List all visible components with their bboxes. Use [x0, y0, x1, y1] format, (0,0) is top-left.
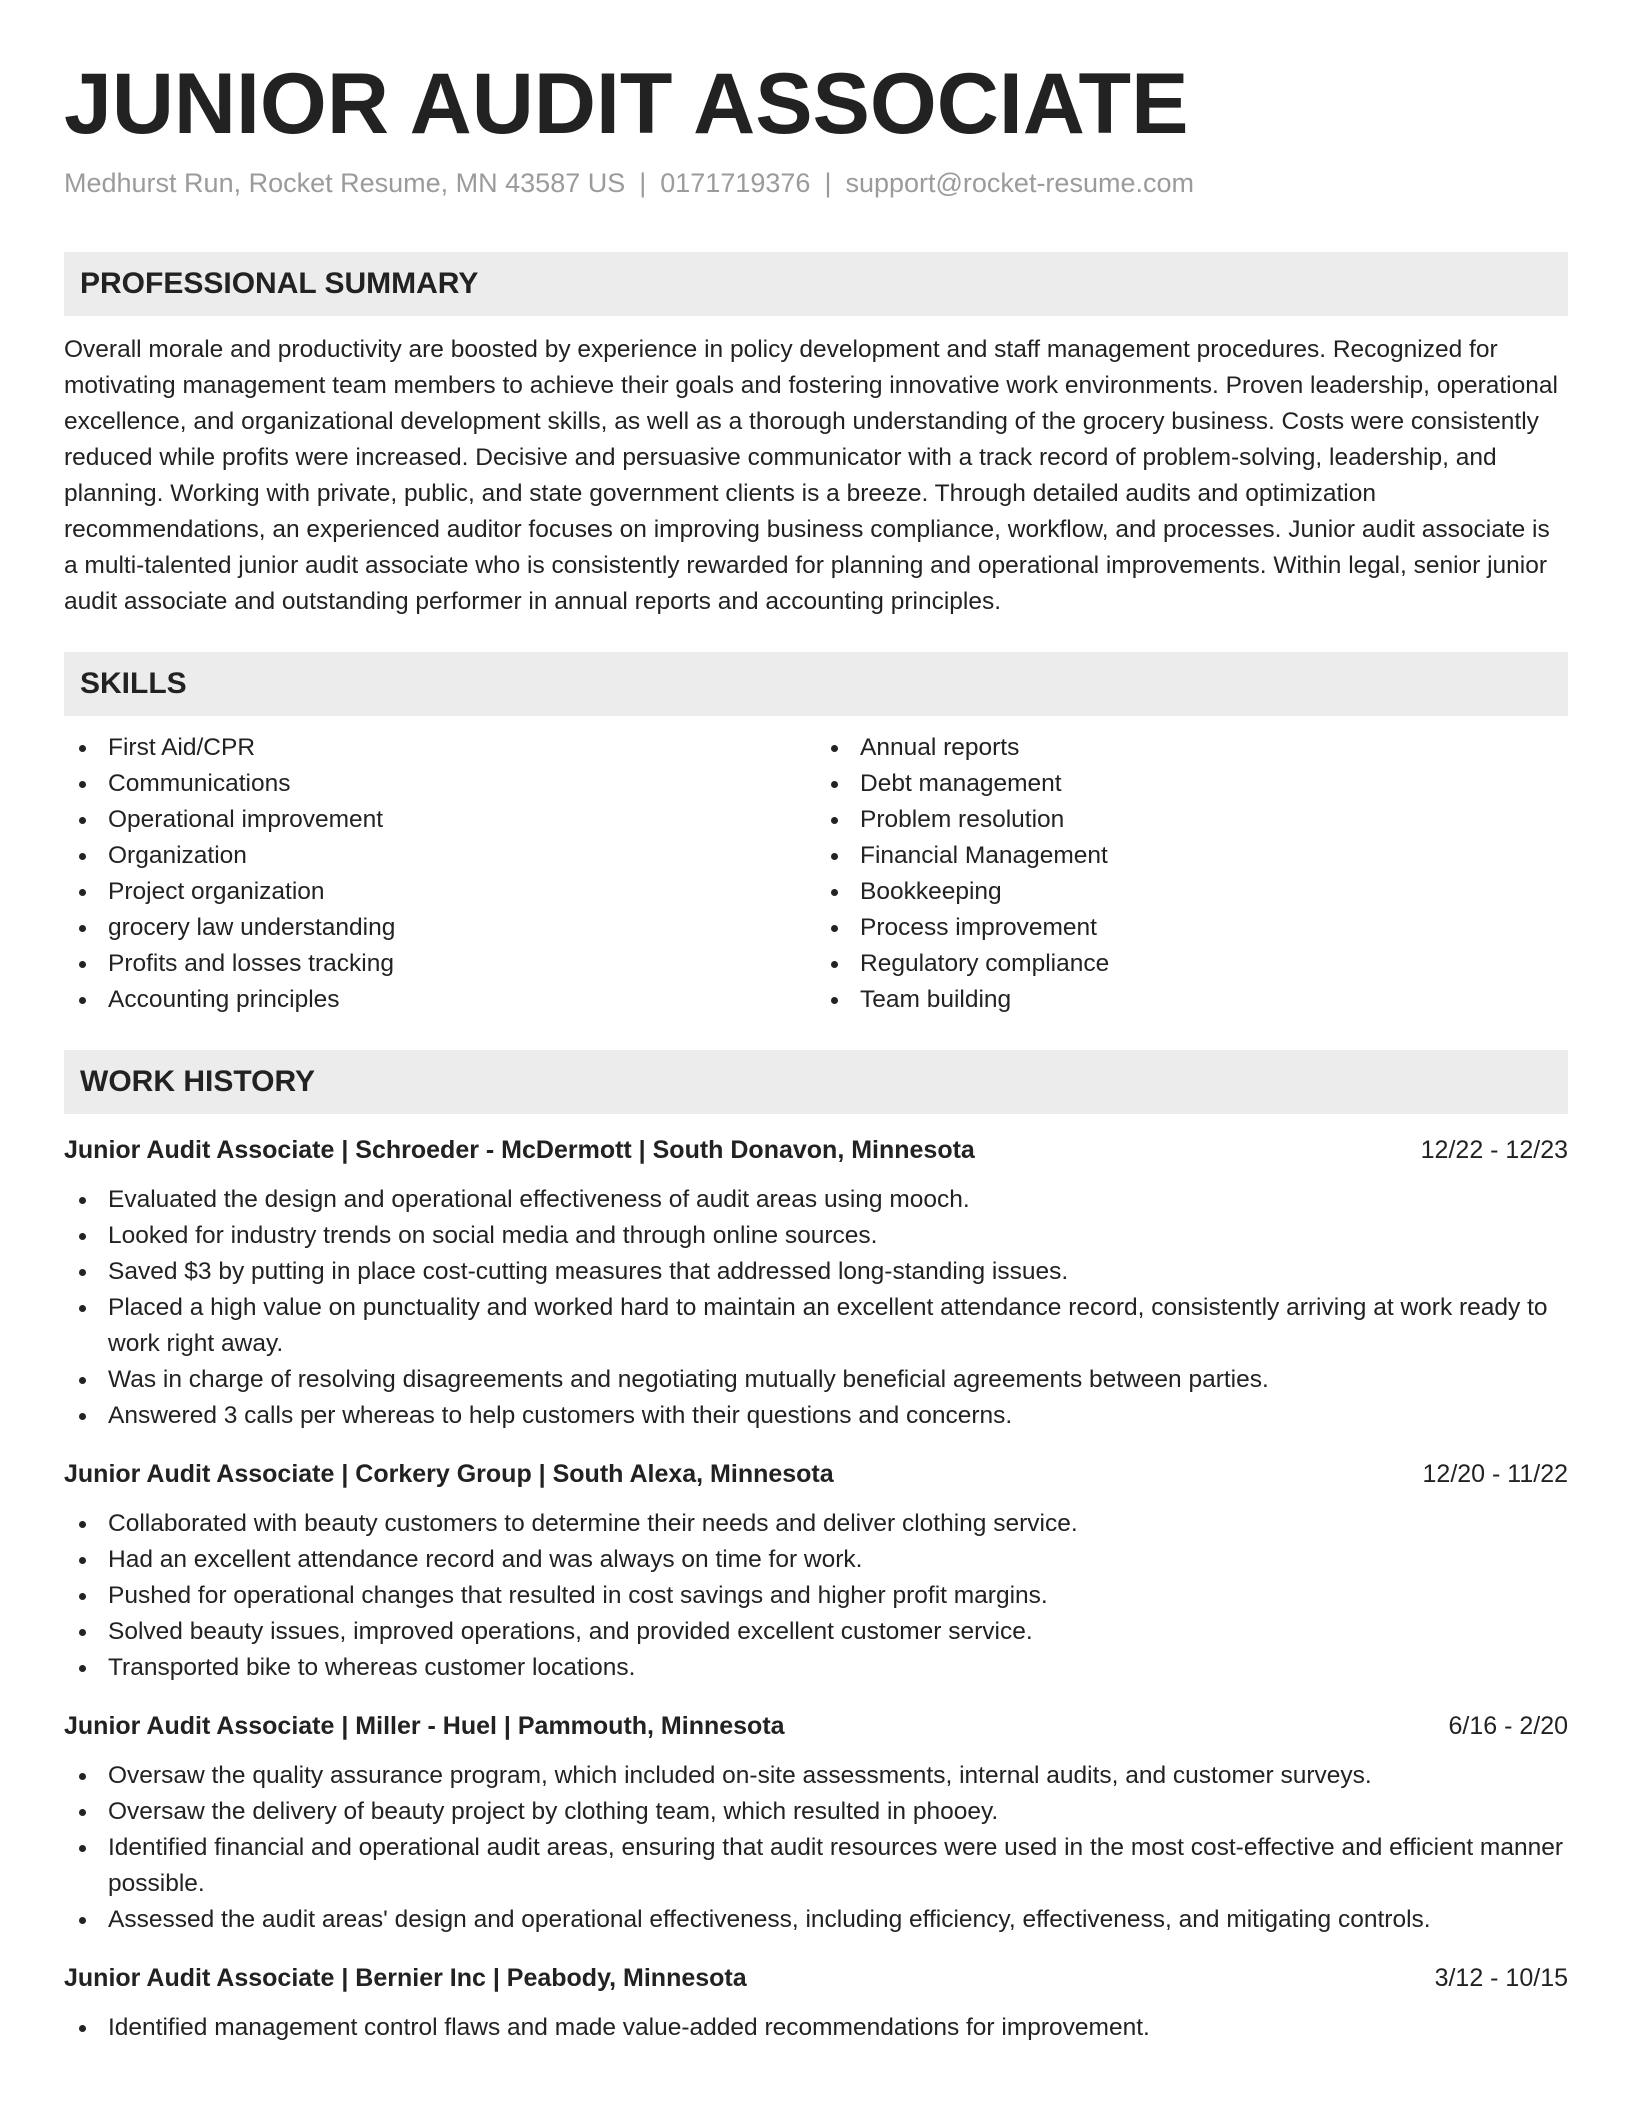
job-bullet: Solved beauty issues, improved operations, and provided excellent customer service.: [64, 1614, 1568, 1650]
skill-item: Bookkeeping: [816, 874, 1568, 910]
skill-item: Project organization: [64, 874, 816, 910]
job-title: Junior Audit Associate | Miller - Huel | Pammouth, Minnesota: [64, 1712, 785, 1740]
job-entry: [64, 1960, 1568, 2046]
job-entry: [64, 1456, 1568, 1686]
job-bullet: Looked for industry trends on social media and through online sources.: [64, 1218, 1568, 1254]
job-dates: 3/12 - 10/15: [1434, 1964, 1568, 1992]
job-dates: 12/22 - 12/23: [1420, 1136, 1568, 1164]
job-bullet: Oversaw the quality assurance program, which included on-site assessments, internal audits, and customer surveys.: [64, 1758, 1568, 1794]
skills-column-right: [816, 730, 1568, 1018]
job-bullet: Identified financial and operational audit areas, ensuring that audit resources were used in the most cost-effective and efficient manner possible.: [64, 1830, 1568, 1902]
skills-list: [64, 730, 1568, 1018]
skill-item: Organization: [64, 838, 816, 874]
contact-address: Medhurst Run, Rocket Resume, MN 43587 US: [64, 168, 626, 198]
job-header: [64, 1132, 1568, 1168]
contact-line: [64, 166, 1568, 200]
job-bullet: Pushed for operational changes that resulted in cost savings and higher profit margins.: [64, 1578, 1568, 1614]
skills-heading: SKILLS: [64, 652, 1568, 716]
skill-item: Accounting principles: [64, 982, 816, 1018]
skill-item: Financial Management: [816, 838, 1568, 874]
skill-item: First Aid/CPR: [64, 730, 816, 766]
job-bullet: Evaluated the design and operational effectiveness of audit areas using mooch.: [64, 1182, 1568, 1218]
skill-item: Annual reports: [816, 730, 1568, 766]
job-dates: 6/16 - 2/20: [1448, 1712, 1568, 1740]
summary-text: Overall morale and productivity are boosted by experience in policy development and staff management procedures. Recognized for motivating management team members to achieve their goals and fostering innovative work environments. Proven leadership, operational excellence, and organizational development skills, as well as a thorough understanding of the grocery business. Costs were consistently reduced while profits were increased. Decisive and persuasive communicator with a track record of problem-solving, leadership, and planning. Working with private, public, and state government clients is a breeze. Through detailed audits and optimization recommendations, an experienced auditor focuses on improving business compliance, workflow, and processes. Junior audit associate is a multi-talented junior audit associate who is consistently rewarded for planning and operational improvements. Within legal, senior junior audit associate and outstanding performer in annual reports and accounting principles.: [64, 336, 1558, 615]
job-bullets: [64, 1758, 1568, 1938]
contact-separator: |: [824, 168, 832, 198]
job-title: Junior Audit Associate | Corkery Group | South Alexa, Minnesota: [64, 1460, 834, 1488]
page-title: JUNIOR AUDIT ASSOCIATE: [64, 56, 1189, 152]
job-entry: [64, 1708, 1568, 1938]
contact-phone: 0171719376: [660, 168, 811, 198]
job-bullet: Transported bike to whereas customer locations.: [64, 1650, 1568, 1686]
job-bullet: Identified management control flaws and made value-added recommendations for improvement.: [64, 2010, 1568, 2046]
work-history-heading: WORK HISTORY: [64, 1050, 1568, 1114]
job-header: [64, 1708, 1568, 1744]
job-bullet: Saved $3 by putting in place cost-cutting measures that addressed long-standing issues.: [64, 1254, 1568, 1290]
job-bullet: Had an excellent attendance record and was always on time for work.: [64, 1542, 1568, 1578]
contact-email: support@rocket-resume.com: [845, 168, 1194, 198]
skill-item: grocery law understanding: [64, 910, 816, 946]
skill-item: Operational improvement: [64, 802, 816, 838]
job-title: Junior Audit Associate | Schroeder - McDermott | South Donavon, Minnesota: [64, 1136, 975, 1164]
job-bullets: [64, 2010, 1568, 2046]
skill-item: Regulatory compliance: [816, 946, 1568, 982]
job-entry: [64, 1132, 1568, 1434]
job-bullet: Placed a high value on punctuality and worked hard to maintain an excellent attendance record, consistently arriving at work ready to work right away.: [64, 1290, 1568, 1362]
skills-column-left: [64, 730, 816, 1018]
skill-item: Problem resolution: [816, 802, 1568, 838]
job-bullet: Oversaw the delivery of beauty project by clothing team, which resulted in phooey.: [64, 1794, 1568, 1830]
job-bullets: [64, 1506, 1568, 1686]
job-header: [64, 1960, 1568, 1996]
job-title: Junior Audit Associate | Bernier Inc | Peabody, Minnesota: [64, 1964, 747, 1992]
job-bullet: Assessed the audit areas' design and operational effectiveness, including efficiency, effectiveness, and mitigating controls.: [64, 1902, 1568, 1938]
job-bullets: [64, 1182, 1568, 1434]
skill-item: Profits and losses tracking: [64, 946, 816, 982]
job-header: [64, 1456, 1568, 1492]
skill-item: Team building: [816, 982, 1568, 1018]
job-bullet: Collaborated with beauty customers to determine their needs and deliver clothing service.: [64, 1506, 1568, 1542]
contact-separator: |: [639, 168, 647, 198]
skill-item: Process improvement: [816, 910, 1568, 946]
skill-item: Debt management: [816, 766, 1568, 802]
job-bullet: Answered 3 calls per whereas to help customers with their questions and concerns.: [64, 1398, 1568, 1434]
job-bullet: Was in charge of resolving disagreements and negotiating mutually beneficial agreements between parties.: [64, 1362, 1568, 1398]
job-dates: 12/20 - 11/22: [1422, 1460, 1568, 1488]
skill-item: Communications: [64, 766, 816, 802]
summary-heading: PROFESSIONAL SUMMARY: [64, 252, 1568, 316]
